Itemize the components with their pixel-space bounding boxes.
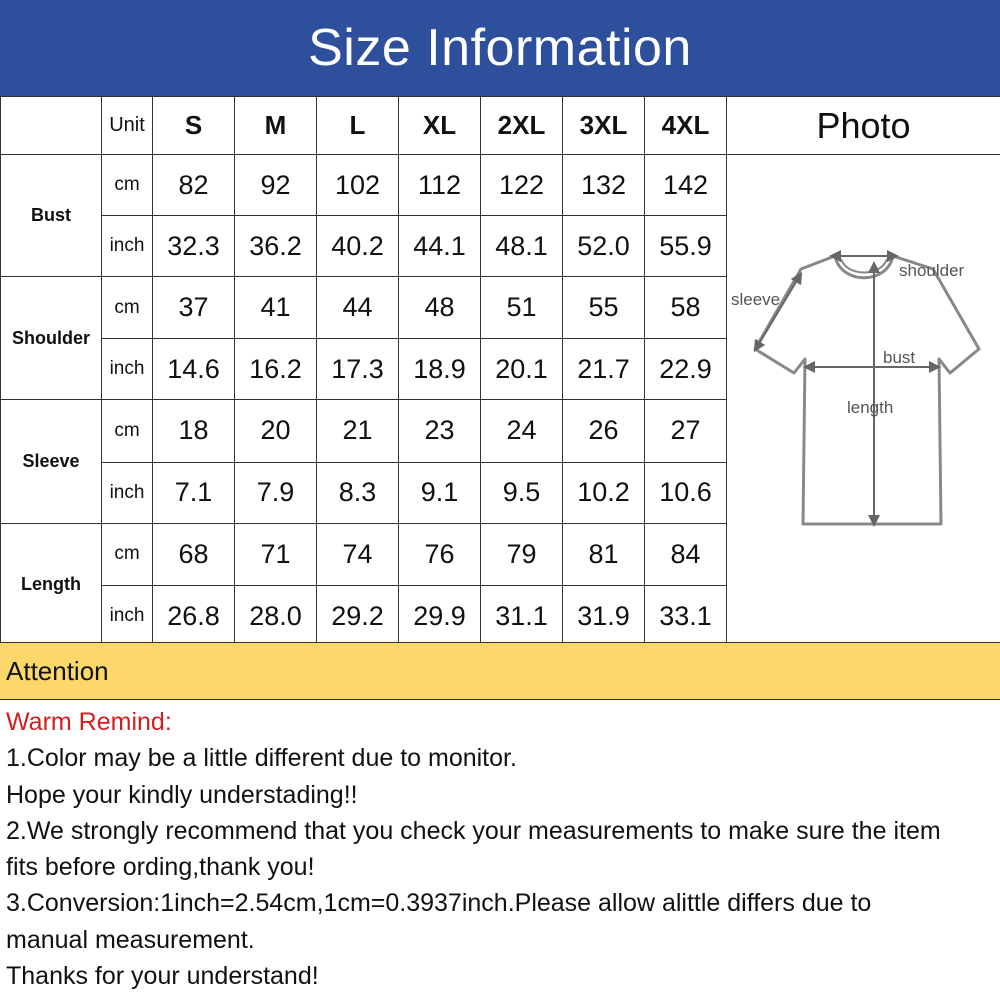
value-cell: 23 — [399, 400, 481, 462]
value-cell: 81 — [563, 523, 645, 585]
note-line: 1.Color may be a little different due to monitor. — [6, 744, 517, 773]
value-cell: 112 — [399, 155, 481, 216]
value-cell: 26.8 — [153, 586, 235, 647]
size-header: 3XL — [563, 97, 645, 155]
value-cell: 52.0 — [563, 216, 645, 277]
page-title: Size Information — [0, 0, 1000, 96]
value-cell: 8.3 — [317, 462, 399, 523]
value-cell: 21 — [317, 400, 399, 462]
size-table — [0, 96, 1000, 647]
size-header: L — [317, 97, 399, 155]
unit-cell: inch — [102, 586, 153, 647]
value-cell: 79 — [481, 523, 563, 585]
table-header-row — [1, 97, 1000, 155]
value-cell: 14.6 — [153, 339, 235, 400]
value-cell: 7.1 — [153, 462, 235, 523]
size-header: 2XL — [481, 97, 563, 155]
table-row — [1, 155, 1000, 216]
warm-remind-heading: Warm Remind: — [6, 708, 172, 736]
value-cell: 16.2 — [235, 339, 317, 400]
attention-banner: Attention — [0, 642, 1000, 700]
value-cell: 44.1 — [399, 216, 481, 277]
value-cell: 102 — [317, 155, 399, 216]
value-cell: 7.9 — [235, 462, 317, 523]
value-cell: 76 — [399, 523, 481, 585]
value-cell: 132 — [563, 155, 645, 216]
value-cell: 37 — [153, 277, 235, 339]
corner-cell — [1, 97, 102, 155]
measure-label-shoulder: Shoulder — [1, 277, 102, 400]
value-cell: 17.3 — [317, 339, 399, 400]
value-cell: 71 — [235, 523, 317, 585]
value-cell: 48.1 — [481, 216, 563, 277]
note-line: 3.Conversion:1inch=2.54cm,1cm=0.3937inch.Please allow alittle differs due to — [6, 889, 872, 918]
value-cell: 55.9 — [645, 216, 727, 277]
notes-section — [6, 704, 996, 994]
value-cell: 27 — [645, 400, 727, 462]
value-cell: 20 — [235, 400, 317, 462]
unit-cell: cm — [102, 523, 153, 585]
value-cell: 36.2 — [235, 216, 317, 277]
value-cell: 84 — [645, 523, 727, 585]
value-cell: 10.2 — [563, 462, 645, 523]
note-line: 2.We strongly recommend that you check your measurements to make sure the item — [6, 816, 941, 845]
tshirt-photo-cell — [727, 155, 1000, 647]
unit-cell: inch — [102, 462, 153, 523]
length-label: length — [847, 398, 894, 417]
sleeve-label: sleeve — [731, 290, 781, 309]
value-cell: 48 — [399, 277, 481, 339]
note-line: Thanks for your understand! — [6, 962, 319, 991]
value-cell: 68 — [153, 523, 235, 585]
value-cell: 24 — [481, 400, 563, 462]
value-cell: 31.1 — [481, 586, 563, 647]
value-cell: 20.1 — [481, 339, 563, 400]
value-cell: 31.9 — [563, 586, 645, 647]
value-cell: 51 — [481, 277, 563, 339]
value-cell: 55 — [563, 277, 645, 339]
unit-cell: cm — [102, 277, 153, 339]
value-cell: 32.3 — [153, 216, 235, 277]
value-cell: 58 — [645, 277, 727, 339]
value-cell: 92 — [235, 155, 317, 216]
value-cell: 18.9 — [399, 339, 481, 400]
unit-cell: cm — [102, 400, 153, 462]
value-cell: 9.1 — [399, 462, 481, 523]
note-line: manual measurement. — [6, 925, 255, 954]
value-cell: 74 — [317, 523, 399, 585]
value-cell: 21.7 — [563, 339, 645, 400]
value-cell: 41 — [235, 277, 317, 339]
value-cell: 28.0 — [235, 586, 317, 647]
value-cell: 122 — [481, 155, 563, 216]
size-header: XL — [399, 97, 481, 155]
photo-header: Photo — [727, 97, 1000, 155]
size-header: M — [235, 97, 317, 155]
value-cell: 44 — [317, 277, 399, 339]
tshirt-collar — [841, 259, 887, 273]
value-cell: 40.2 — [317, 216, 399, 277]
value-cell: 9.5 — [481, 462, 563, 523]
value-cell: 29.2 — [317, 586, 399, 647]
value-cell: 22.9 — [645, 339, 727, 400]
note-line: fits before ording,thank you! — [6, 853, 315, 882]
bust-label: bust — [883, 348, 916, 367]
note-line: Hope your kindly understading!! — [6, 780, 358, 809]
measure-label-bust: Bust — [1, 155, 102, 277]
size-header: S — [153, 97, 235, 155]
value-cell: 82 — [153, 155, 235, 216]
value-cell: 18 — [153, 400, 235, 462]
value-cell: 26 — [563, 400, 645, 462]
measure-label-length: Length — [1, 523, 102, 646]
value-cell: 33.1 — [645, 586, 727, 647]
unit-cell: cm — [102, 155, 153, 216]
tshirt-diagram — [727, 155, 1000, 641]
value-cell: 29.9 — [399, 586, 481, 647]
shoulder-label: shoulder — [899, 261, 965, 280]
value-cell: 10.6 — [645, 462, 727, 523]
unit-cell: inch — [102, 339, 153, 400]
size-header: 4XL — [645, 97, 727, 155]
value-cell: 142 — [645, 155, 727, 216]
unit-cell: inch — [102, 216, 153, 277]
unit-header: Unit — [102, 97, 153, 155]
measure-label-sleeve: Sleeve — [1, 400, 102, 523]
